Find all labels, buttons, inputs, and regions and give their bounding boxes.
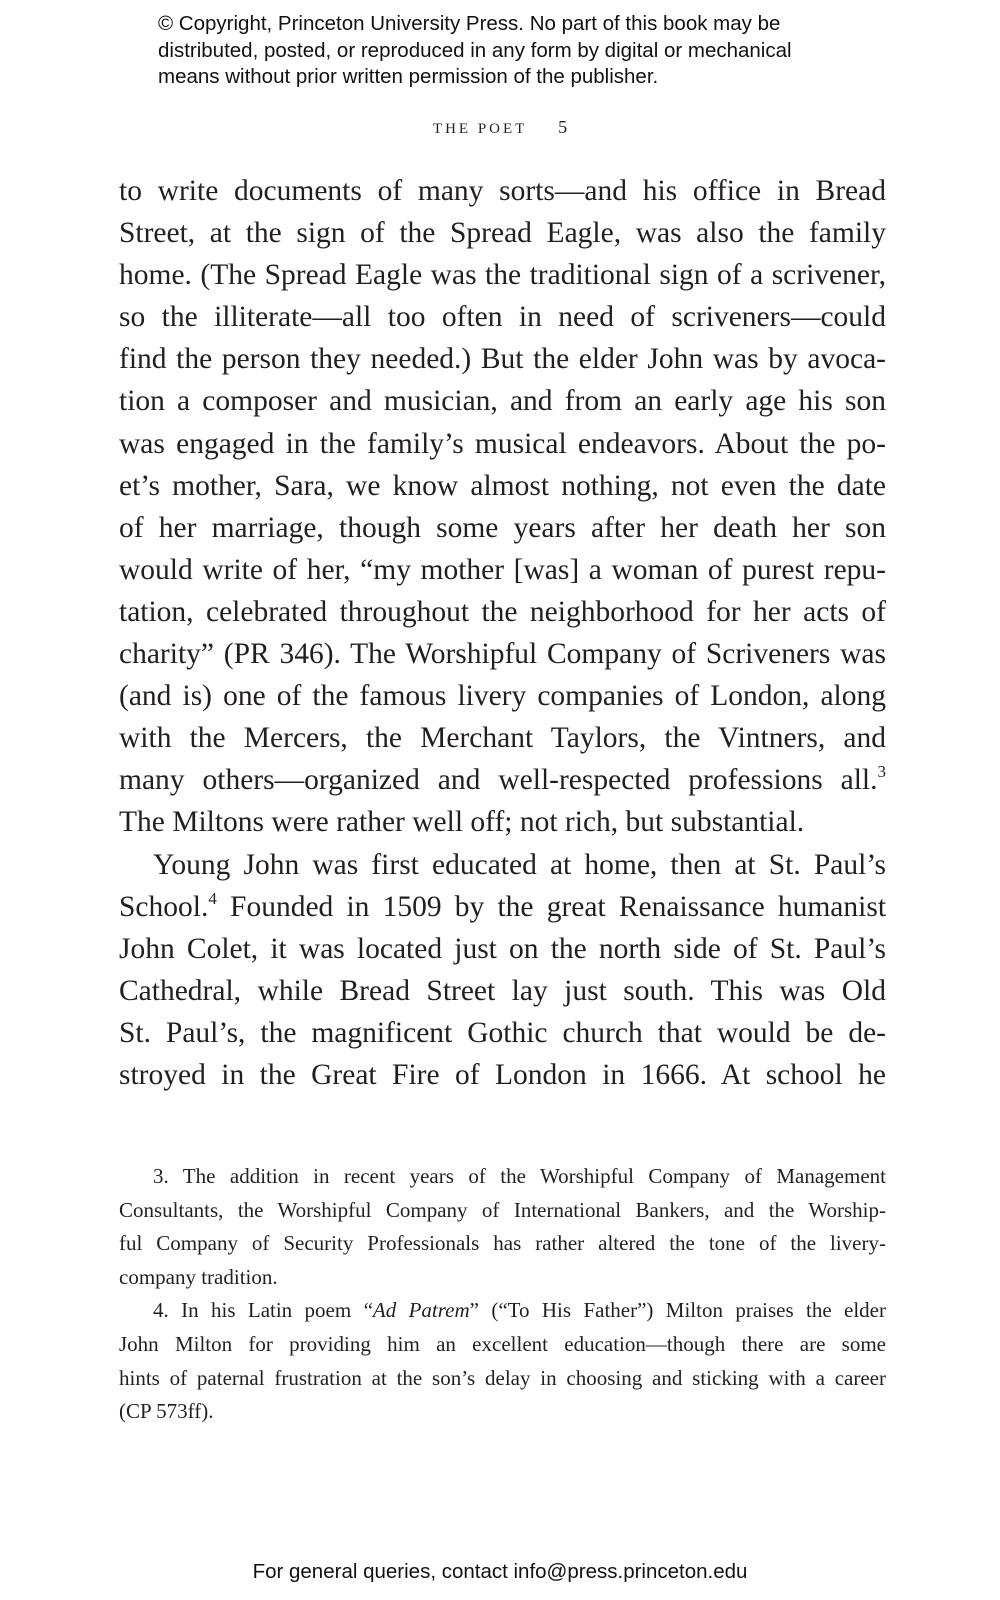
contact-footer: For general queries, contact info@press.princeton.edu — [252, 1560, 748, 1583]
body-line: charity” (PR 346). The Worshipful Company of Scriveners was — [119, 638, 886, 671]
copyright-line: means without prior written permission of the publisher. — [158, 65, 659, 88]
copyright-line: distributed, posted, or reproduced in any form by digital or mechanical — [158, 38, 792, 62]
footnote-line: hints of paternal frustration at the son’s delay in choosing and sticking with a career — [119, 1365, 886, 1390]
body-line-text: many others—organized and well-respected professions all. — [119, 764, 878, 797]
body-line: Cathedral, while Bread Street lay just south. This was Old — [119, 974, 886, 1007]
body-line: with the Mercers, the Merchant Taylors, the Vintners, and — [119, 722, 886, 755]
body-line-text: Founded in 1509 by the great Renaissance humanist — [230, 890, 887, 923]
footnote-line: ful Company of Security Professionals has rather altered the tone of the livery- — [119, 1231, 886, 1256]
footnote-line: John Milton for providing him an excellent education—though there are some — [119, 1331, 886, 1356]
footnote-text: ” (“To His Father”) Milton praises the elder — [469, 1298, 887, 1323]
body-line: (and is) one of the famous livery companies of London, along — [119, 680, 886, 713]
footnote-3 — [119, 1160, 886, 1294]
body-line: tion a composer and musician, and from an early age his son — [119, 385, 886, 418]
body-line: Street, at the sign of the Spread Eagle, was also the family — [119, 217, 886, 250]
body-line: stroyed in the Great Fire of London in 1666. At school he — [119, 1058, 886, 1091]
copyright-notice — [158, 11, 878, 91]
body-line: would write of her, “my mother [was] a woman of purest repu- — [119, 553, 886, 586]
page-number: 5 — [558, 117, 568, 137]
footnote-line: company tradition. — [119, 1264, 278, 1289]
running-head — [0, 117, 1000, 138]
running-head-title: THE POET — [432, 121, 528, 137]
footnote-line — [119, 1294, 886, 1328]
body-line: find the person they needed.) But the elder John was by avoca- — [119, 343, 886, 376]
body-line: home. (The Spread Eagle was the traditional sign of a scrivener, — [119, 259, 886, 292]
body-line: to write documents of many sorts—and his office in Bread — [119, 175, 886, 207]
body-line: The Miltons were rather well off; not rich, but substantial. — [119, 806, 805, 839]
footnote-line: Consultants, the Worshipful Company of International Bankers, and the Worship- — [119, 1197, 886, 1222]
footnote-4 — [119, 1294, 886, 1428]
footnote-ref-3[interactable]: 3 — [877, 762, 886, 782]
footnotes — [119, 1160, 886, 1429]
body-line — [119, 759, 886, 801]
footnote-text: 4. In his Latin poem “ — [153, 1298, 373, 1323]
body-text — [119, 170, 886, 1096]
body-line — [119, 886, 886, 928]
body-line: was engaged in the family’s musical endeavors. About the po- — [119, 427, 886, 460]
body-line: John Colet, it was located just on the north side of St. Paul’s — [119, 932, 886, 965]
body-line: tation, celebrated throughout the neighborhood for her acts of — [119, 595, 886, 628]
footnote-line: (CP 573ff). — [119, 1399, 214, 1424]
body-line: so the illiterate—all too often in need of scriveners—could — [119, 301, 886, 334]
body-line: of her marriage, though some years after her death her son — [119, 511, 886, 544]
body-line: St. Paul’s, the magnificent Gothic church that would be de- — [119, 1016, 886, 1049]
body-line-text: School. — [119, 890, 209, 923]
body-line: et’s mother, Sara, we know almost nothing, not even the date — [119, 469, 886, 502]
footnote-ref-4[interactable]: 4 — [208, 888, 217, 908]
footnote-line: 3. The addition in recent years of the Worshipful Company of Management — [153, 1164, 886, 1188]
poem-title: Ad Patrem — [372, 1298, 470, 1323]
body-line: Young John was first educated at home, then at St. Paul’s — [153, 848, 886, 881]
copyright-line: © Copyright, Princeton University Press. No part of this book may be — [158, 12, 781, 35]
